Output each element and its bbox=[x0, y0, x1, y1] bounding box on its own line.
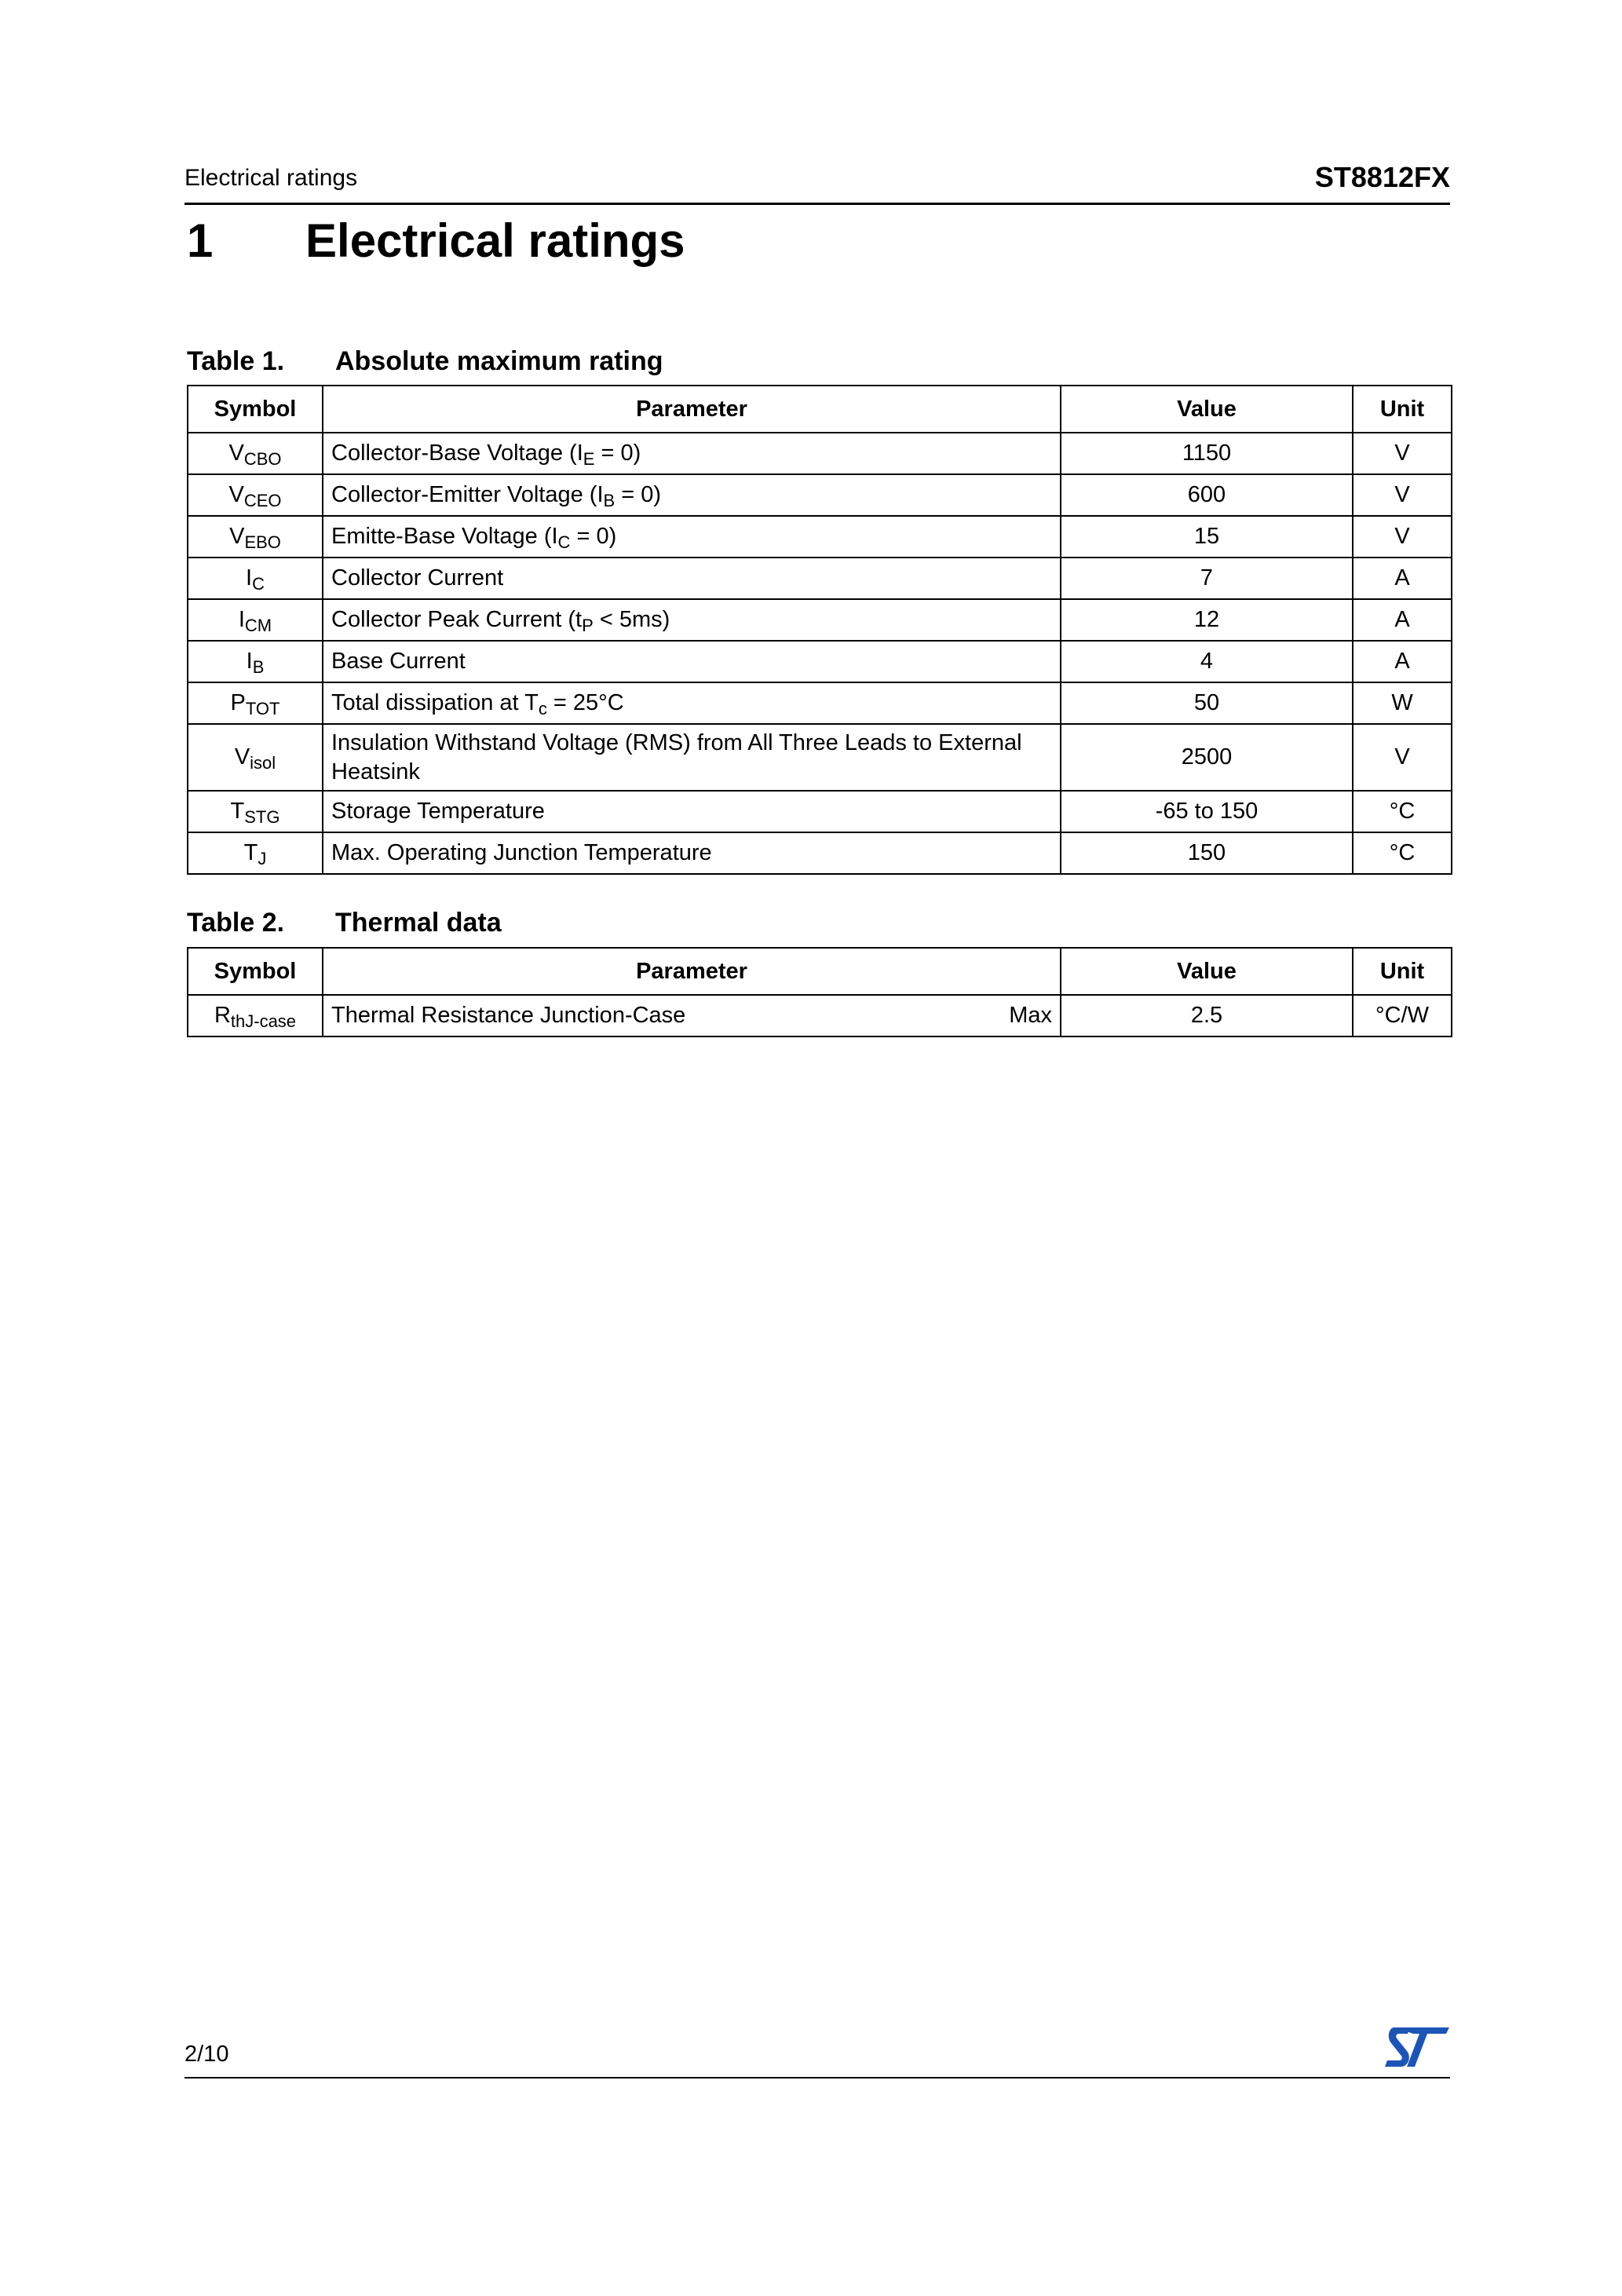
symbol-cell: $R_{thJ-case}$ bbox=[188, 995, 323, 1036]
column-header-parameter: Parameter bbox=[323, 948, 1061, 995]
column-header-unit: Unit bbox=[1353, 948, 1452, 995]
unit-cell: A bbox=[1353, 599, 1452, 641]
value-cell: 2.5 bbox=[1061, 995, 1353, 1036]
table-row bbox=[188, 682, 1452, 724]
value-cell: 1150 bbox=[1061, 433, 1353, 474]
symbol-cell: $T_{STG}$ bbox=[188, 791, 323, 832]
table-row bbox=[188, 724, 1452, 791]
parameter-cell: Collector-Base Voltage $(I_E = 0)$ bbox=[323, 433, 1061, 474]
section-number: 1 bbox=[187, 214, 214, 267]
symbol-cell: $I_{CM}$ bbox=[188, 599, 323, 641]
symbol-cell: $V_{isol}$ bbox=[188, 724, 323, 791]
table-row bbox=[188, 832, 1452, 874]
symbol-cell: $V_{EBO}$ bbox=[188, 516, 323, 558]
table2-caption-title: Thermal data bbox=[335, 908, 502, 938]
unit-cell: °C bbox=[1353, 791, 1452, 832]
symbol-cell: $V_{CEO}$ bbox=[188, 474, 323, 516]
parameter-cell: Emitte-Base Voltage $(I_C = 0)$ bbox=[323, 516, 1061, 558]
st-logo-icon bbox=[1383, 2024, 1451, 2070]
running-header-section: Electrical ratings bbox=[184, 165, 358, 191]
parameter-cell: Insulation Withstand Voltage (RMS) from All Three Leads to External Heatsink bbox=[323, 724, 1061, 791]
value-cell: 2500 bbox=[1061, 724, 1353, 791]
section-title: Electrical ratings bbox=[305, 214, 685, 267]
qualifier-label: Max bbox=[1009, 1003, 1052, 1028]
table-row bbox=[188, 791, 1452, 832]
value-cell: 15 bbox=[1061, 516, 1353, 558]
value-cell: -65 to 150 bbox=[1061, 791, 1353, 832]
table-row bbox=[188, 433, 1452, 474]
unit-cell: W bbox=[1353, 682, 1452, 724]
table1-caption-number: Table 1. bbox=[187, 346, 285, 376]
value-cell: 7 bbox=[1061, 558, 1353, 599]
unit-cell: V bbox=[1353, 516, 1452, 558]
value-cell: 12 bbox=[1061, 599, 1353, 641]
running-header-part-number: ST8812FX bbox=[1314, 161, 1450, 193]
unit-cell: V bbox=[1353, 724, 1452, 791]
parameter-cell: Collector Peak Current $(t_P < 5ms)$ bbox=[323, 599, 1061, 641]
symbol-cell: $T_J$ bbox=[188, 832, 323, 874]
table-header-row bbox=[188, 948, 1452, 995]
table2-caption-number: Table 2. bbox=[187, 908, 285, 938]
parameter-cell: Storage Temperature bbox=[323, 791, 1061, 832]
parameter-cell: Collector Current bbox=[323, 558, 1061, 599]
symbol-cell: $V_{CBO}$ bbox=[188, 433, 323, 474]
table1-caption-title: Absolute maximum rating bbox=[335, 346, 663, 376]
table-row bbox=[188, 995, 1452, 1036]
column-header-value: Value bbox=[1061, 386, 1353, 433]
symbol-cell: $I_B$ bbox=[188, 641, 323, 682]
table-header-row bbox=[188, 386, 1452, 433]
symbol-cell: $I_C$ bbox=[188, 558, 323, 599]
column-header-parameter: Parameter bbox=[323, 386, 1061, 433]
column-header-unit: Unit bbox=[1353, 386, 1452, 433]
column-header-value: Value bbox=[1061, 948, 1353, 995]
footer-rule bbox=[184, 2077, 1450, 2078]
column-header-symbol: Symbol bbox=[188, 948, 323, 995]
unit-cell: A bbox=[1353, 641, 1452, 682]
table-row bbox=[188, 516, 1452, 558]
header-rule bbox=[184, 203, 1450, 205]
thermal-data-table bbox=[187, 947, 1452, 1037]
unit-cell: °C/W bbox=[1353, 995, 1452, 1036]
value-cell: 150 bbox=[1061, 832, 1353, 874]
parameter-cell: Collector-Emitter Voltage $(I_B = 0)$ bbox=[323, 474, 1061, 516]
value-cell: 600 bbox=[1061, 474, 1353, 516]
value-cell: 50 bbox=[1061, 682, 1353, 724]
parameter-cell: Max. Operating Junction Temperature bbox=[323, 832, 1061, 874]
parameter-cell: Total dissipation at $T_c = 25^\circ C$ bbox=[323, 682, 1061, 724]
table-row bbox=[188, 558, 1452, 599]
value-cell: 4 bbox=[1061, 641, 1353, 682]
page-number: 2/10 bbox=[184, 2042, 229, 2067]
table-row bbox=[188, 474, 1452, 516]
table-row bbox=[188, 641, 1452, 682]
unit-cell: V bbox=[1353, 433, 1452, 474]
column-header-symbol: Symbol bbox=[188, 386, 323, 433]
parameter-cell: Base Current bbox=[323, 641, 1061, 682]
parameter-cell: Max Thermal Resistance Junction-Case bbox=[323, 995, 1061, 1036]
absolute-maximum-rating-table bbox=[187, 385, 1452, 875]
symbol-cell: $P_{TOT}$ bbox=[188, 682, 323, 724]
unit-cell: A bbox=[1353, 558, 1452, 599]
unit-cell: V bbox=[1353, 474, 1452, 516]
unit-cell: °C bbox=[1353, 832, 1452, 874]
table-row bbox=[188, 599, 1452, 641]
